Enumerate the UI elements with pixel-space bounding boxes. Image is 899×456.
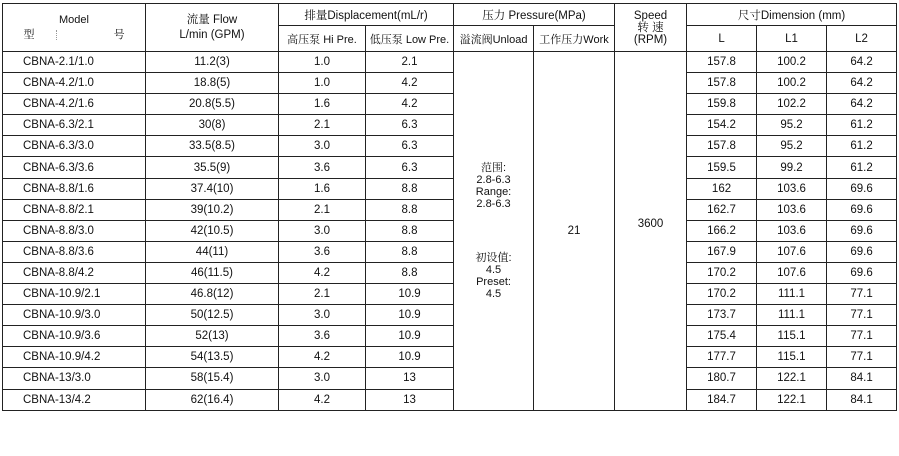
cell-L1: 103.6 (757, 199, 827, 220)
cell-hi: 4.2 (279, 389, 366, 410)
cell-L: 167.9 (687, 241, 757, 262)
cell-L1: 115.1 (757, 347, 827, 368)
header-model-cn-2: 号 (113, 28, 125, 41)
cell-hi: 1.0 (279, 52, 366, 73)
cell-model: CBNA-10.9/4.2 (3, 347, 146, 368)
table-row (3, 115, 897, 136)
cell-model: CBNA-13/4.2 (3, 389, 146, 410)
cell-flow: 30(8) (146, 115, 279, 136)
header-flow-line1: 流量 Flow (186, 13, 238, 26)
table-row (3, 347, 897, 368)
cell-low: 13 (366, 389, 454, 410)
header-flow-line2: L/min (GPM) (179, 28, 245, 41)
header-model-en: Model (59, 13, 89, 26)
header-flow (146, 4, 279, 52)
cell-L1: 111.1 (757, 305, 827, 326)
header-model (3, 4, 146, 52)
cell-hi: 3.6 (279, 326, 366, 347)
cell-L2: 64.2 (827, 94, 897, 115)
cell-flow: 18.8(5) (146, 73, 279, 94)
cell-L: 157.8 (687, 73, 757, 94)
cell-model: CBNA-8.8/2.1 (3, 199, 146, 220)
cell-L: 170.2 (687, 262, 757, 283)
cell-L2: 77.1 (827, 347, 897, 368)
header-model-cn-1: 型 (23, 28, 35, 41)
table-row (3, 326, 897, 347)
cell-hi: 3.0 (279, 220, 366, 241)
cell-L2: 84.1 (827, 389, 897, 410)
cell-model: CBNA-10.9/2.1 (3, 284, 146, 305)
range-cn: 范围: (480, 161, 507, 174)
header-speed-line1: Speed (633, 9, 668, 22)
cell-L1: 115.1 (757, 326, 827, 347)
table-row (3, 157, 897, 178)
cell-model: CBNA-4.2/1.6 (3, 94, 146, 115)
cell-L2: 64.2 (827, 73, 897, 94)
cell-L: 180.7 (687, 368, 757, 389)
table-row (3, 220, 897, 241)
cell-low: 6.3 (366, 157, 454, 178)
cell-L1: 107.6 (757, 241, 827, 262)
cell-flow: 39(10.2) (146, 199, 279, 220)
cell-L2: 61.2 (827, 157, 897, 178)
cell-model: CBNA-13/3.0 (3, 368, 146, 389)
header-dim-L1: L1 (757, 26, 827, 52)
cell-hi: 1.0 (279, 73, 366, 94)
cell-L: 157.8 (687, 136, 757, 157)
cell-L2: 61.2 (827, 136, 897, 157)
cell-L: 170.2 (687, 284, 757, 305)
cell-flow: 62(16.4) (146, 389, 279, 410)
cell-L1: 102.2 (757, 94, 827, 115)
cell-L2: 77.1 (827, 284, 897, 305)
cell-model: CBNA-6.3/3.0 (3, 136, 146, 157)
cell-L1: 103.6 (757, 220, 827, 241)
header-dim-L: L (687, 26, 757, 52)
cell-hi: 2.1 (279, 284, 366, 305)
cell-model: CBNA-8.8/4.2 (3, 262, 146, 283)
cell-low: 6.3 (366, 136, 454, 157)
cell-work-pressure: 21 (534, 52, 615, 411)
cell-L2: 69.6 (827, 178, 897, 199)
cell-L: 154.2 (687, 115, 757, 136)
cell-low: 10.9 (366, 305, 454, 326)
table-row (3, 199, 897, 220)
cell-model: CBNA-10.9/3.6 (3, 326, 146, 347)
table-row (3, 136, 897, 157)
header-pressure: 压力 Pressure(MPa) (454, 4, 615, 26)
range-value-2: 2.8-6.3 (476, 197, 511, 210)
cell-L2: 69.6 (827, 262, 897, 283)
cell-L1: 122.1 (757, 368, 827, 389)
table-row (3, 262, 897, 283)
cell-model: CBNA-8.8/3.0 (3, 220, 146, 241)
cell-flow: 52(13) (146, 326, 279, 347)
header-low-pre: 低压泵 Low Pre. (366, 26, 454, 52)
table-row (3, 389, 897, 410)
cell-L: 184.7 (687, 389, 757, 410)
cell-flow: 50(12.5) (146, 305, 279, 326)
header-speed-line2: 转 速 (637, 21, 664, 34)
cell-low: 10.9 (366, 347, 454, 368)
cell-low: 8.8 (366, 262, 454, 283)
header-unload: 溢流阀Unload (454, 26, 534, 52)
cell-unload-merged (454, 52, 534, 411)
table-row (3, 94, 897, 115)
cell-flow: 58(15.4) (146, 368, 279, 389)
cell-flow: 11.2(3) (146, 52, 279, 73)
cell-L2: 77.1 (827, 326, 897, 347)
cell-hi: 3.0 (279, 305, 366, 326)
cell-L1: 107.6 (757, 262, 827, 283)
cell-hi: 3.6 (279, 241, 366, 262)
cell-model: CBNA-8.8/3.6 (3, 241, 146, 262)
preset-value-1: 4.5 (485, 263, 502, 276)
cell-hi: 2.1 (279, 199, 366, 220)
cell-L: 175.4 (687, 326, 757, 347)
table-row (3, 368, 897, 389)
preset-value-2: 4.5 (485, 287, 502, 300)
cell-low: 4.2 (366, 94, 454, 115)
cell-flow: 46.8(12) (146, 284, 279, 305)
cell-model: CBNA-6.3/3.6 (3, 157, 146, 178)
cell-low: 6.3 (366, 115, 454, 136)
table-row (3, 178, 897, 199)
cell-model: CBNA-6.3/2.1 (3, 115, 146, 136)
cell-flow: 54(13.5) (146, 347, 279, 368)
cell-L2: 84.1 (827, 368, 897, 389)
cell-L1: 100.2 (757, 52, 827, 73)
cell-model: CBNA-8.8/1.6 (3, 178, 146, 199)
cell-hi: 3.6 (279, 157, 366, 178)
header-dim-L2: L2 (827, 26, 897, 52)
cell-L1: 122.1 (757, 389, 827, 410)
cell-L2: 64.2 (827, 52, 897, 73)
cell-L: 173.7 (687, 305, 757, 326)
cell-L1: 100.2 (757, 73, 827, 94)
cell-low: 8.8 (366, 241, 454, 262)
table-row (3, 241, 897, 262)
cell-low: 8.8 (366, 178, 454, 199)
cell-L1: 111.1 (757, 284, 827, 305)
cell-model: CBNA-10.9/3.0 (3, 305, 146, 326)
cell-L: 162 (687, 178, 757, 199)
cell-flow: 20.8(5.5) (146, 94, 279, 115)
header-model-cn (3, 28, 145, 43)
range-value-1: 2.8-6.3 (476, 173, 511, 186)
cell-hi: 4.2 (279, 347, 366, 368)
cell-low: 10.9 (366, 326, 454, 347)
header-work: 工作压力Work (534, 26, 615, 52)
cell-hi: 4.2 (279, 262, 366, 283)
cell-hi: 1.6 (279, 94, 366, 115)
cell-low: 10.9 (366, 284, 454, 305)
cell-L: 159.5 (687, 157, 757, 178)
range-en: Range: (475, 185, 512, 198)
preset-cn: 初设值: (475, 251, 512, 264)
cell-low: 13 (366, 368, 454, 389)
table-row (3, 305, 897, 326)
cell-flow: 37.4(10) (146, 178, 279, 199)
cell-flow: 46(11.5) (146, 262, 279, 283)
cell-flow: 44(11) (146, 241, 279, 262)
cell-model: CBNA-2.1/1.0 (3, 52, 146, 73)
header-row-1 (3, 4, 897, 26)
cell-hi: 3.0 (279, 368, 366, 389)
header-dimension: 尺寸Dimension (mm) (687, 4, 897, 26)
cell-L2: 69.6 (827, 199, 897, 220)
spec-table (2, 3, 897, 411)
cell-L1: 95.2 (757, 115, 827, 136)
header-hi-pre: 高压泵 Hi Pre. (279, 26, 366, 52)
cell-L: 162.7 (687, 199, 757, 220)
cell-L2: 61.2 (827, 115, 897, 136)
cell-L1: 95.2 (757, 136, 827, 157)
cell-hi: 3.0 (279, 136, 366, 157)
cell-L: 159.8 (687, 94, 757, 115)
cell-low: 8.8 (366, 220, 454, 241)
cell-L2: 77.1 (827, 305, 897, 326)
header-speed (615, 4, 687, 52)
header-speed-line3: (RPM) (633, 33, 668, 46)
cell-low: 8.8 (366, 199, 454, 220)
table-row (3, 52, 897, 73)
cell-model: CBNA-4.2/1.0 (3, 73, 146, 94)
cell-L2: 69.6 (827, 241, 897, 262)
header-displacement: 排量Displacement(mL/r) (279, 4, 454, 26)
preset-en: Preset: (476, 275, 511, 288)
cell-L1: 99.2 (757, 157, 827, 178)
cell-speed: 3600 (615, 52, 687, 411)
cell-L: 177.7 (687, 347, 757, 368)
cell-L2: 69.6 (827, 220, 897, 241)
cell-hi: 1.6 (279, 178, 366, 199)
cell-flow: 35.5(9) (146, 157, 279, 178)
cell-flow: 42(10.5) (146, 220, 279, 241)
cell-L: 166.2 (687, 220, 757, 241)
cell-L1: 103.6 (757, 178, 827, 199)
cell-hi: 2.1 (279, 115, 366, 136)
cell-L: 157.8 (687, 52, 757, 73)
table-row (3, 73, 897, 94)
cell-low: 4.2 (366, 73, 454, 94)
table-row (3, 284, 897, 305)
cell-flow: 33.5(8.5) (146, 136, 279, 157)
cell-low: 2.1 (366, 52, 454, 73)
